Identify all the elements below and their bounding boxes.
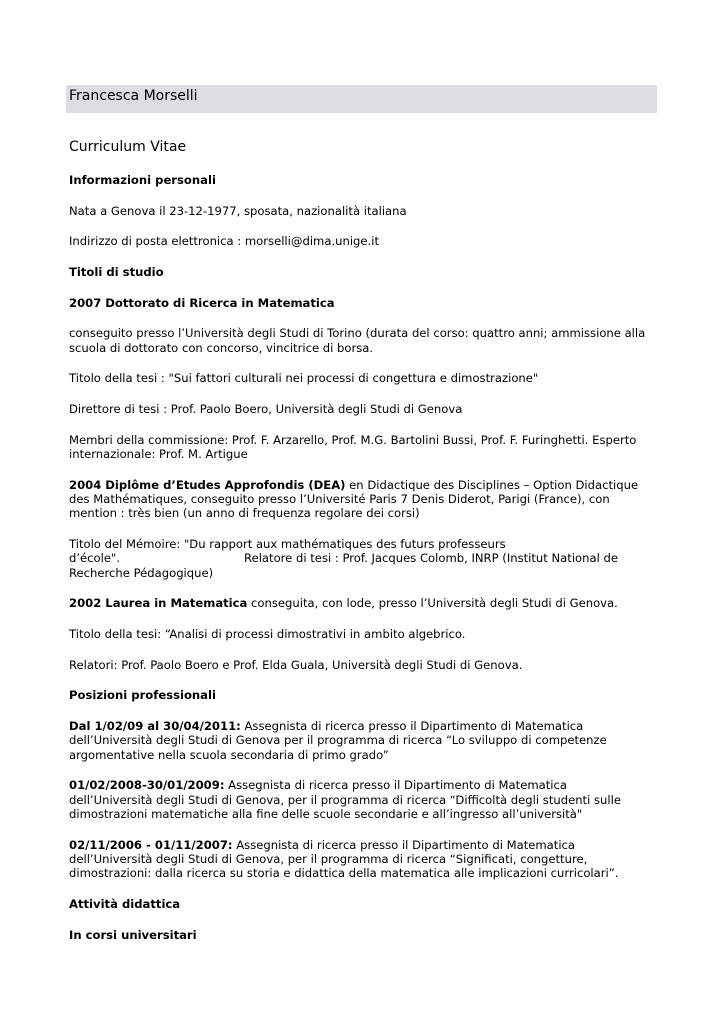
position-period: 01/02/2008-30/01/2009: <box>69 778 225 793</box>
email-info: Indirizzo di posta elettronica : morselli@dima.unige.it <box>69 234 379 249</box>
position-item <box>69 719 649 762</box>
laurea-thesis: Titolo della tesi: “Analisi di processi dimostrativi in ambito algebrico. <box>69 627 466 642</box>
section-heading-studies: Titoli di studio <box>69 265 164 280</box>
dea-description: en Didactique des Disciplines – Option Didactique des Mathématiques, conseguito presso l’Université Paris 7 Denis Diderot, Parigi (France), con mention : très bien (un anno di frequenza regolare dei corsi) <box>69 477 639 521</box>
position-period: 02/11/2006 - 01/11/2007: <box>69 837 233 852</box>
position-text: Assegnista di ricerca presso il Dipartimento di Matematica dell’Università degli Studi di Genova per il programma di ricerca “Lo sviluppo di competenze argomentative nella scuola secondaria di primo grado” <box>69 719 607 762</box>
section-heading-personal: Informazioni personali <box>69 173 216 187</box>
dea-memoire <box>69 537 649 580</box>
birth-info: Nata a Genova il 23-12-1977, sposata, nazionalità italiana <box>69 203 407 218</box>
dea-memoire-title-end: d’école". <box>69 551 121 566</box>
position-text: Assegnista di ricerca presso il Dipartimento di Matematica dell’Università degli Studi di Genova, per il programma di ricerca “Difficoltà degli studenti sulle dimostrazioni matematiche alla fine delle scuole secondarie e all’ingresso all’università" <box>69 778 621 821</box>
position-item <box>69 778 649 821</box>
phd-title: 2007 Dottorato di Ricerca in Matematica <box>69 295 335 310</box>
laurea-advisors: Relatori: Prof. Paolo Boero e Prof. Elda Guala, Università degli Studi di Genova. <box>69 657 523 672</box>
position-text: Assegnista di ricerca presso il Dipartimento di Matematica dell’Università degli Studi di Genova, per il programma di ricerca “Significati, congetture, dimostrazioni: dalla ricerca su storia e didattica della matematica alle implicazioni curricolari”. <box>69 837 619 881</box>
laurea-title: 2002 Laurea in Matematica <box>69 596 248 611</box>
section-heading-teaching: Attività didattica <box>69 896 181 911</box>
laurea-description: conseguita, con lode, presso l’Università degli Studi di Genova. <box>247 596 618 611</box>
subheading-university-courses: In corsi universitari <box>69 927 197 942</box>
position-period: Dal 1/02/09 al 30/04/2011: <box>69 719 241 734</box>
name-header <box>66 85 657 113</box>
phd-director: Direttore di tesi : Prof. Paolo Boero, Università degli Studi di Genova <box>69 402 463 417</box>
laurea-entry <box>69 596 649 610</box>
phd-committee: Membri della commissione: Prof. F. Arzarello, Prof. M.G. Bartolini Bussi, Prof. F. Furinghetti. Esperto internazionale: Prof. M. Artigue <box>69 432 637 462</box>
cv-content <box>69 173 649 958</box>
dea-title: 2004 Diplôme d’Etudes Approfondis (DEA) <box>69 477 346 492</box>
dea-entry <box>69 478 649 521</box>
phd-description: conseguito presso l’Università degli Studi di Torino (durata del corso: quattro anni; ammissione alla scuola di dottorato con concorso, vincitrice di borsa. <box>69 326 646 355</box>
dea-advisor: Relatore di tesi : Prof. Jacques Colomb, INRP (Institut National de Recherche Pédagogique) <box>69 551 619 580</box>
dea-memoire-title: Titolo del Mémoire: "Du rapport aux mathématiques des futurs professeurs <box>69 537 506 552</box>
author-name: Francesca Morselli <box>69 88 198 104</box>
position-item <box>69 838 649 881</box>
document-title: Curriculum Vitae <box>69 139 187 155</box>
phd-thesis: Titolo della tesi : "Sui fattori culturali nei processi di congettura e dimostrazione" <box>69 371 539 386</box>
section-heading-positions: Posizioni professionali <box>69 688 216 703</box>
